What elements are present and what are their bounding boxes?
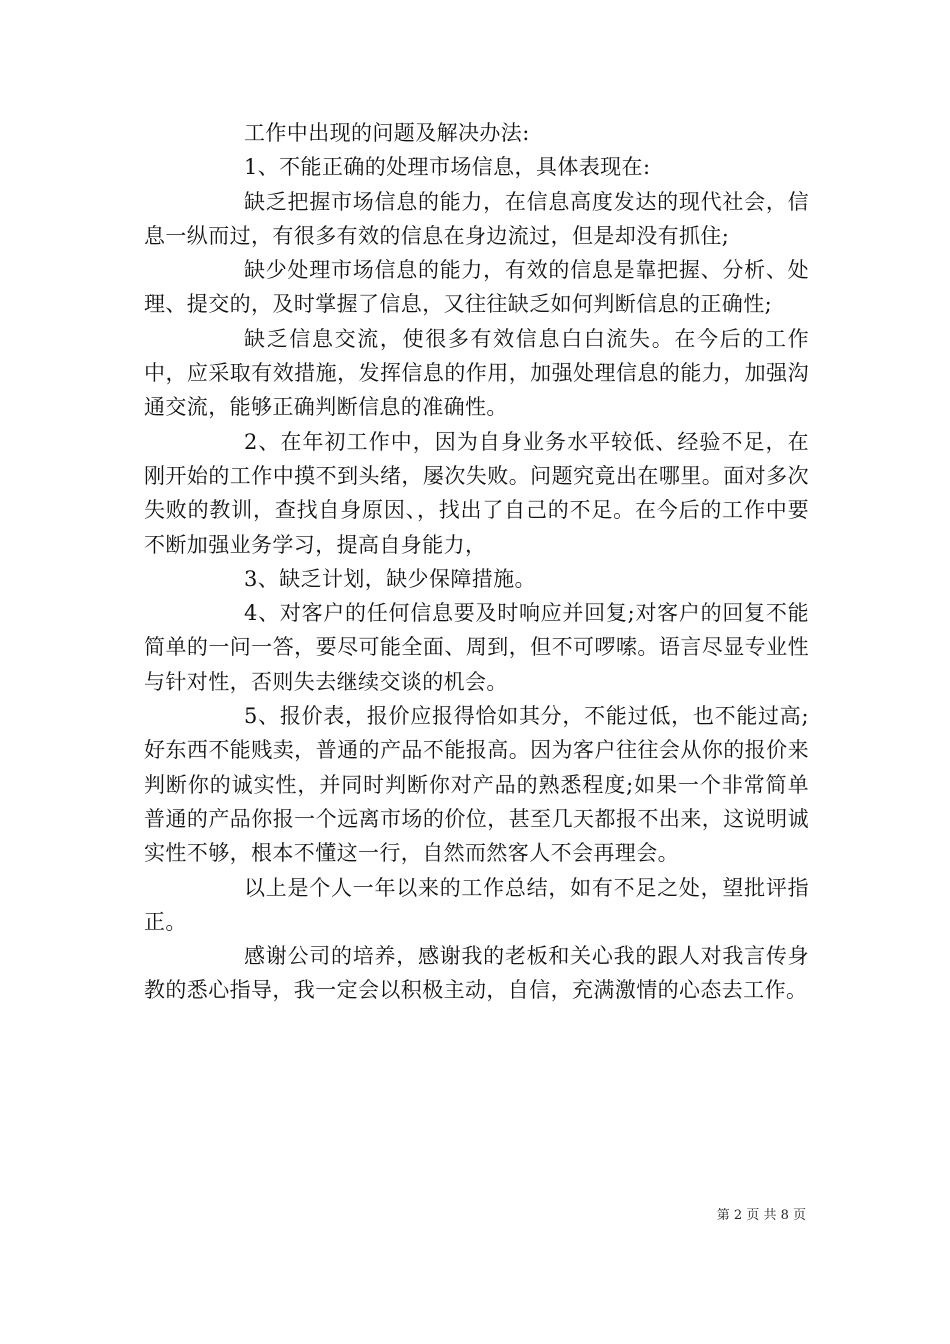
paragraph-heading: 工作中出现的问题及解决办法: <box>244 121 530 145</box>
paragraph-thanks: 感谢公司的培养，感谢我的老板和关心我的跟人对我言传身教的悉心指导，我一定会以积极主动，自信，充满激情的心态去工作。 <box>144 944 809 1003</box>
document-body <box>144 116 809 1008</box>
paragraph-item-3: 3、缺乏计划，缺少保障措施。 <box>244 566 536 591</box>
paragraph-summary: 以上是个人一年以来的工作总结，如有不足之处，望批评指正。 <box>144 875 809 934</box>
paragraph-info-exchange: 缺乏信息交流，使很多有效信息白白流失。在今后的工作中，应采取有效措施，发挥信息的作用，加强处理信息的能力，加强沟通交流，能够正确判断信息的准确性。 <box>144 326 809 420</box>
paragraph-item-4: 4、对客户的任何信息要及时响应并回复;对客户的回复不能简单的一问一答，要尽可能全面、周到，但不可啰嗦。语言尽显专业性与针对性，否则失去继续交谈的机会。 <box>144 601 809 694</box>
page-number-footer: 第 2 页 共 8 页 <box>716 1208 806 1223</box>
paragraph-item-5: 5、报价表，报价应报得恰如其分，不能过低，也不能过高;好东西不能贱卖，普通的产品不能报高。因为客户往往会从你的报价来判断你的诚实性，并同时判断你对产品的熟悉程度;如果一个非常简单普通的产品你报一个远离市场的价位，甚至几天都报不出来，这说明诚实性不够，根本不懂这一行，自然而然客人不会再理会。 <box>144 704 809 866</box>
paragraph-info-processing: 缺少处理市场信息的能力，有效的信息是靠把握、分析、处理、提交的，及时掌握了信息，又往往缺乏如何判断信息的正确性; <box>144 258 809 317</box>
paragraph-item-2: 2、在年初工作中，因为自身业务水平较低、经验不足，在刚开始的工作中摸不到头绪，屡次失败。问题究竟出在哪里。面对多次失败的教训，查找自身原因、，找出了自己的不足。在今后的工作中要不断加强业务学习，提高自身能力， <box>144 429 809 557</box>
paragraph-info-grasp: 缺乏把握市场信息的能力，在信息高度发达的现代社会，信息一纵而过，有很多有效的信息在身边流过，但是却没有抓住; <box>144 189 809 248</box>
paragraph-item-1: 1、不能正确的处理市场信息，具体表现在: <box>244 155 651 180</box>
